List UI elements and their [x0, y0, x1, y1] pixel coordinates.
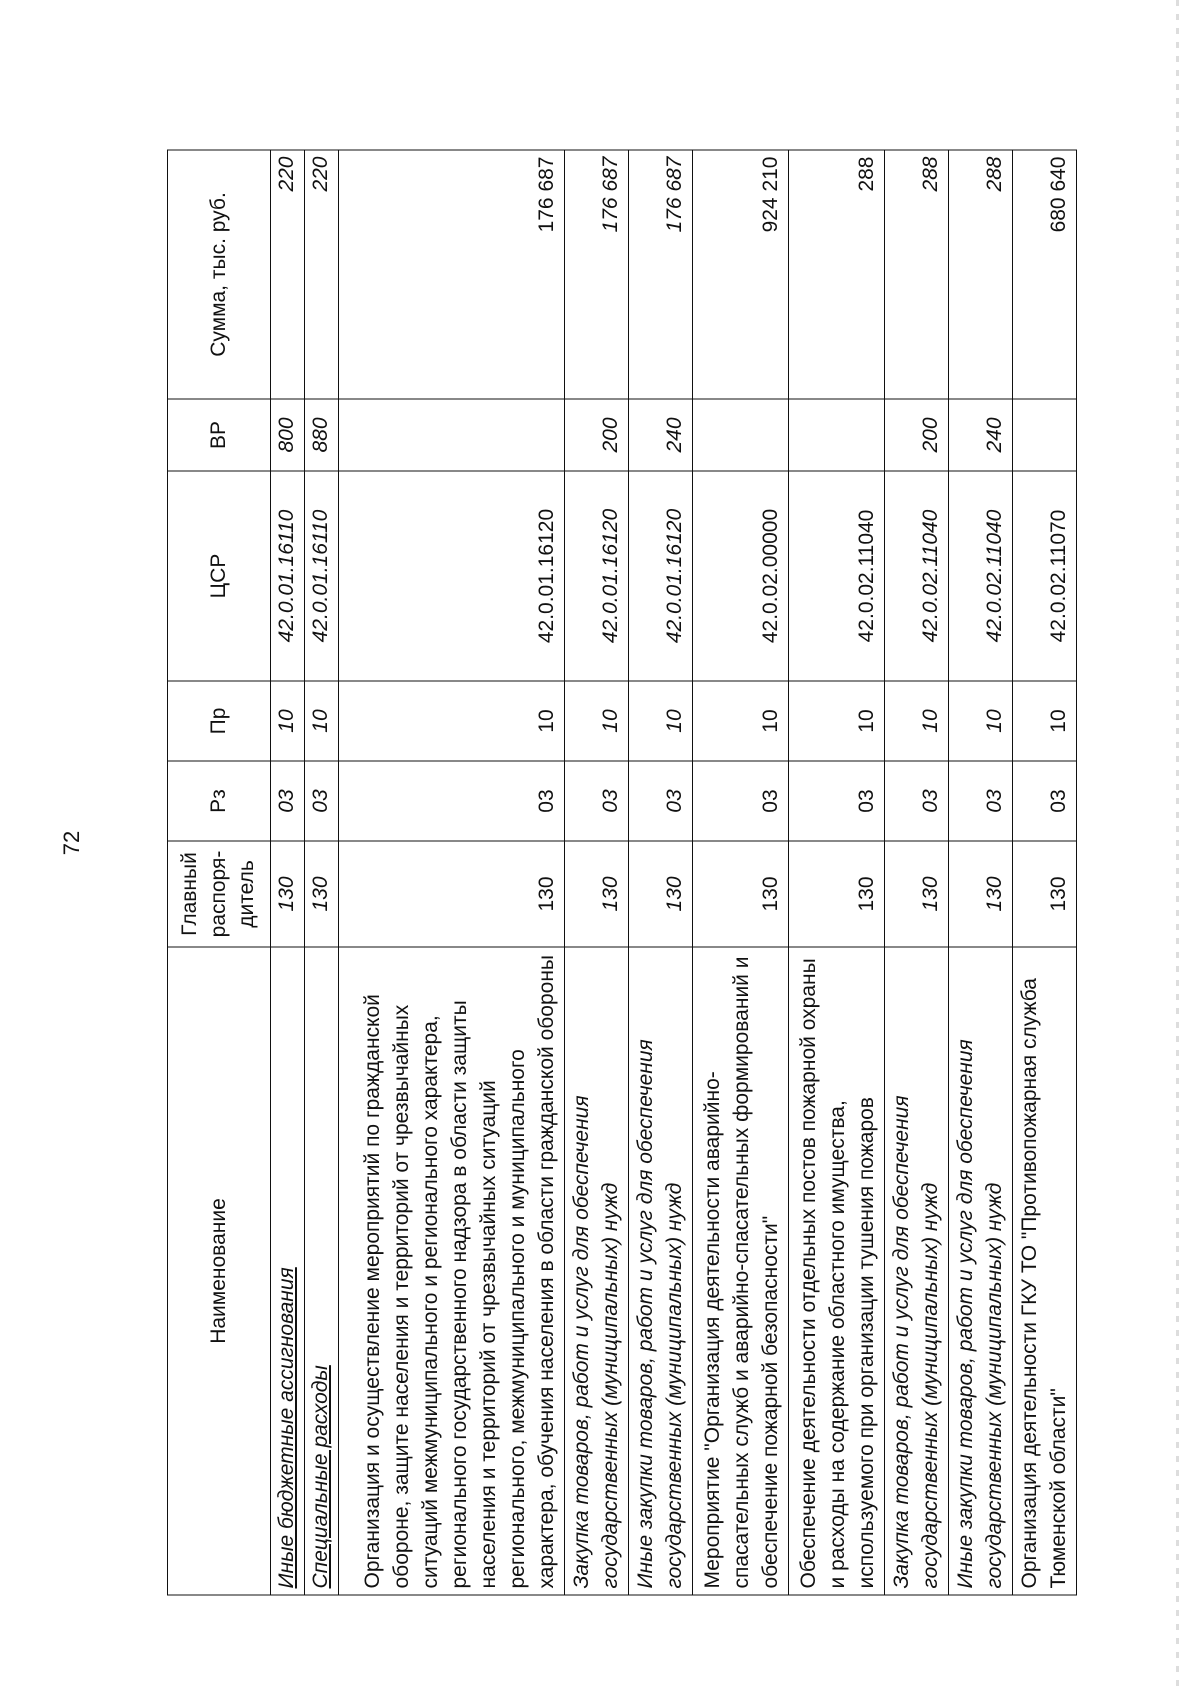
cell-csr: 42.0.01.16120 — [564, 471, 628, 681]
cell-csr: 42.0.01.16120 — [628, 471, 692, 681]
cell-glav: 130 — [271, 841, 305, 947]
cell-pr: 10 — [692, 681, 788, 761]
cell-name: Иные закупки товаров, работ и услуг для обеспечения государственных (муниципальных) нужд — [948, 947, 1012, 1595]
cell-sum: 176 687 — [628, 150, 692, 399]
cell-glav: 130 — [948, 841, 1012, 947]
cell-name: Закупка товаров, работ и услуг для обеспечения государственных (муниципальных) нужд — [564, 947, 628, 1595]
table-row — [788, 150, 884, 1595]
cell-vr: 240 — [628, 399, 692, 471]
cell-rz: 03 — [338, 761, 564, 841]
page-number: 72 — [59, 830, 84, 856]
cell-pr: 10 — [788, 681, 884, 761]
budget-table — [167, 150, 1077, 1596]
header-glav: Главный распоря-дитель — [168, 841, 271, 947]
cell-sum: 176 687 — [564, 150, 628, 399]
cell-rz: 03 — [1012, 761, 1076, 841]
table-row — [304, 150, 338, 1595]
cell-pr: 10 — [1012, 681, 1076, 761]
cell-vr — [1012, 399, 1076, 471]
cell-vr: 200 — [564, 399, 628, 471]
cell-csr: 42.0.01.16110 — [271, 471, 305, 681]
cell-csr: 42.0.02.11040 — [788, 471, 884, 681]
cell-name: Организация деятельности ГКУ ТО "Противопожарная служба Тюменской области" — [1012, 947, 1076, 1595]
cell-rz: 03 — [628, 761, 692, 841]
cell-rz: 03 — [788, 761, 884, 841]
budget-table-container — [167, 151, 1073, 1596]
cell-glav: 130 — [788, 841, 884, 947]
cell-pr: 10 — [304, 681, 338, 761]
header-csr: ЦСР — [168, 471, 271, 681]
cell-name: Иные бюджетные ассигнования — [271, 947, 305, 1595]
cell-rz: 03 — [692, 761, 788, 841]
cell-rz: 03 — [304, 761, 338, 841]
table-row — [338, 150, 564, 1595]
cell-csr: 42.0.02.11070 — [1012, 471, 1076, 681]
cell-sum: 176 687 — [338, 150, 564, 399]
cell-name: Специальные расходы — [304, 947, 338, 1595]
cell-vr — [692, 399, 788, 471]
table-row — [271, 150, 305, 1595]
cell-csr: 42.0.02.00000 — [692, 471, 788, 681]
header-vr: ВР — [168, 399, 271, 471]
cell-rz: 03 — [564, 761, 628, 841]
cell-name: Организация и осуществление мероприятий по гражданской обороне, защите населения и территорий от чрезвычайных ситуаций межмуниципального и регионального характера, регионального государственного надзора в области защиты населения и территорий от чрезвычайных ситуаций регионального, межмуниципального и муниципального характера, обучения населения в области гражданской обороны — [338, 947, 564, 1595]
header-sum: Сумма, тыс. руб. — [168, 150, 271, 399]
cell-sum: 220 — [271, 150, 305, 399]
cell-sum: 220 — [304, 150, 338, 399]
cell-vr: 200 — [884, 399, 948, 471]
header-row — [168, 150, 271, 1595]
cell-csr: 42.0.01.16110 — [304, 471, 338, 681]
table-row — [884, 150, 948, 1595]
cell-pr: 10 — [948, 681, 1012, 761]
cell-sum: 288 — [948, 150, 1012, 399]
cell-pr: 10 — [338, 681, 564, 761]
cell-glav: 130 — [304, 841, 338, 947]
cell-csr: 42.0.02.11040 — [948, 471, 1012, 681]
cell-csr: 42.0.02.11040 — [884, 471, 948, 681]
table-row — [1012, 150, 1076, 1595]
cell-name: Обеспечение деятельности отдельных постов пожарной охраны и расходы на содержание областного имущества, используемого при организации тушения пожаров — [788, 947, 884, 1595]
cell-rz: 03 — [271, 761, 305, 841]
cell-glav: 130 — [564, 841, 628, 947]
cell-rz: 03 — [884, 761, 948, 841]
header-rz: Рз — [168, 761, 271, 841]
cell-pr: 10 — [628, 681, 692, 761]
cell-pr: 10 — [271, 681, 305, 761]
cell-glav: 130 — [1012, 841, 1076, 947]
cell-vr — [788, 399, 884, 471]
cell-pr: 10 — [884, 681, 948, 761]
cell-sum: 924 210 — [692, 150, 788, 399]
cell-csr: 42.0.01.16120 — [338, 471, 564, 681]
cell-sum: 680 640 — [1012, 150, 1076, 399]
cell-sum: 288 — [788, 150, 884, 399]
cell-vr — [338, 399, 564, 471]
cell-glav: 130 — [338, 841, 564, 947]
table-row — [628, 150, 692, 1595]
cell-rz: 03 — [948, 761, 1012, 841]
table-row — [564, 150, 628, 1595]
cell-vr: 800 — [271, 399, 305, 471]
cell-vr: 880 — [304, 399, 338, 471]
cell-pr: 10 — [564, 681, 628, 761]
table-row — [948, 150, 1012, 1595]
cell-name: Закупка товаров, работ и услуг для обеспечения государственных (муниципальных) нужд — [884, 947, 948, 1595]
cell-vr: 240 — [948, 399, 1012, 471]
header-pr: Пр — [168, 681, 271, 761]
header-name: Наименование — [168, 947, 271, 1595]
scan-edge-strip — [1176, 0, 1179, 1686]
cell-glav: 130 — [884, 841, 948, 947]
cell-sum: 288 — [884, 150, 948, 399]
table-row — [692, 150, 788, 1595]
cell-glav: 130 — [628, 841, 692, 947]
cell-glav: 130 — [692, 841, 788, 947]
cell-name: Мероприятие "Организация деятельности аварийно-спасательных служб и аварийно-спасательных формирований и обеспечение пожарной безопасности" — [692, 947, 788, 1595]
cell-name: Иные закупки товаров, работ и услуг для обеспечения государственных (муниципальных) нужд — [628, 947, 692, 1595]
